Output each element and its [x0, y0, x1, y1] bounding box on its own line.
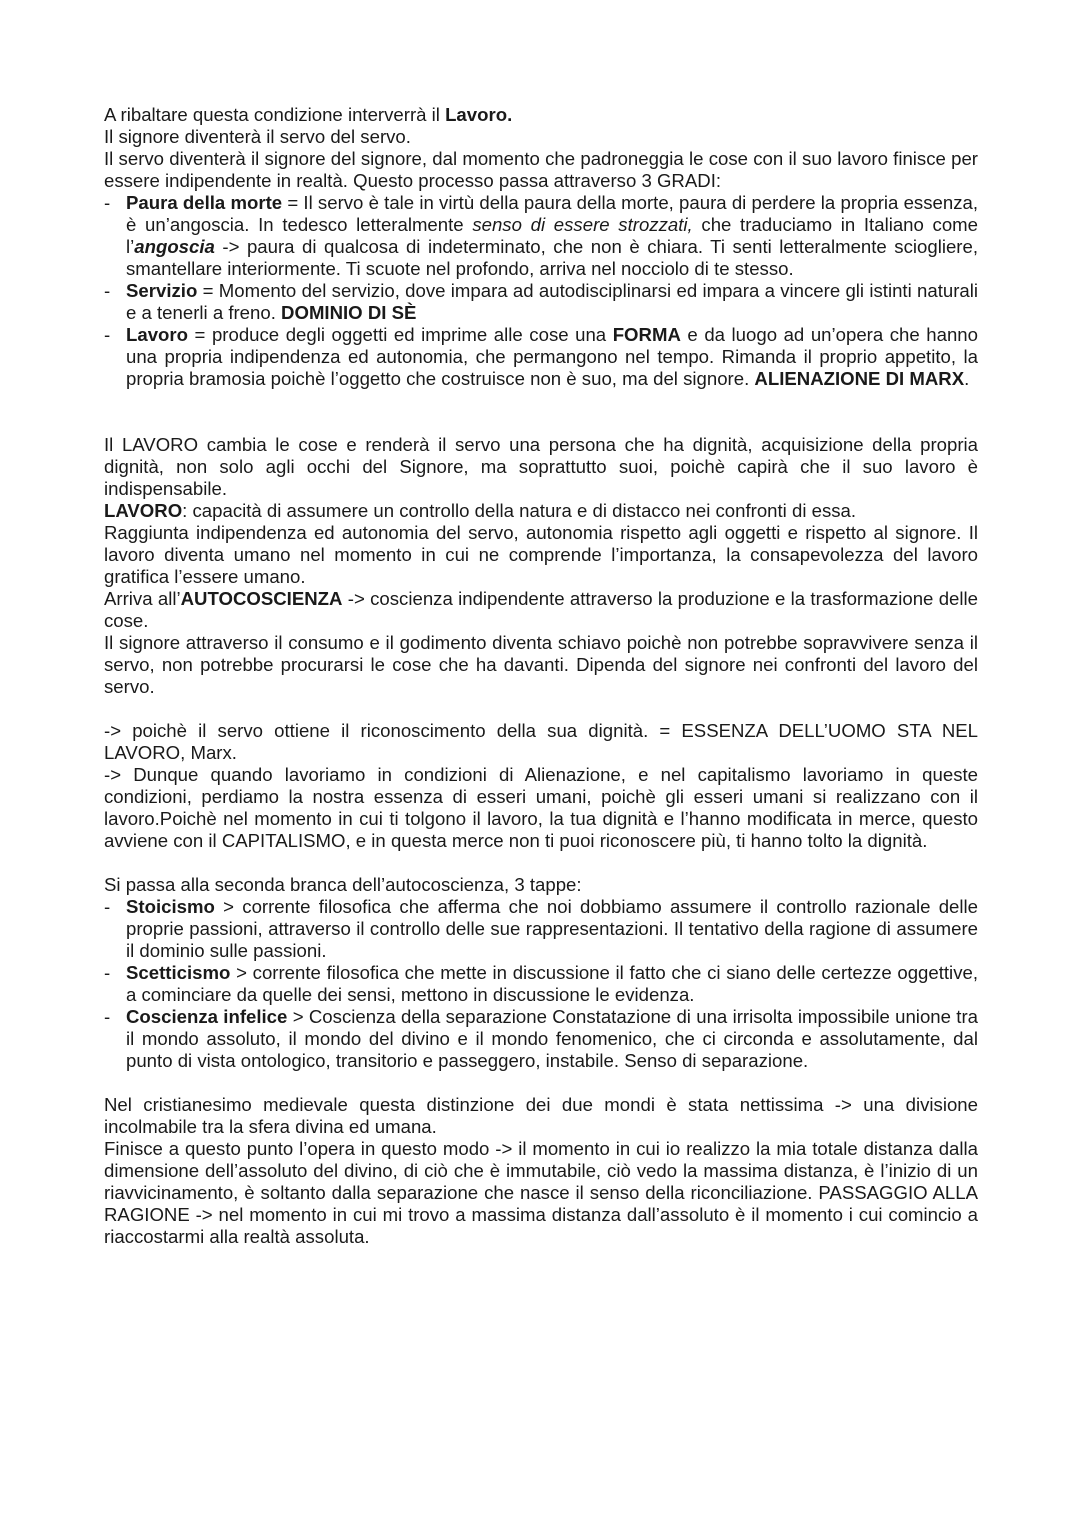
section-marx [104, 720, 978, 852]
paragraph [104, 500, 978, 522]
text: . [964, 368, 970, 389]
list-item [104, 192, 978, 280]
spacer [104, 852, 978, 874]
bold-italic-term: angoscia [134, 236, 215, 257]
text: = Il servo è tale in virtù della paura della morte, paura di perdere la propria essenza, è un’angoscia. In tedesco letteralmente [126, 192, 978, 235]
bold-term: Lavoro. [445, 104, 513, 125]
text: > corrente filosofica che afferma che noi dobbiamo assumere il controllo razionale delle proprie passioni, attraverso il controllo delle sue rappresentazioni. Il tentativo della ragione di assumere il dominio sulle passioni. [126, 896, 978, 961]
bold-term: Coscienza infelice [126, 1006, 288, 1027]
bold-term: LAVORO [104, 500, 183, 521]
list-item [104, 896, 978, 962]
paragraph [104, 104, 978, 126]
paragraph: Si passa alla seconda branca dell’autocoscienza, 3 tappe: [104, 874, 582, 895]
text: = Momento del servizio, dove impara ad autodisciplinarsi ed impara a vincere gli istinti naturali e a tenerli a freno. [126, 280, 978, 323]
text: > corrente filosofica che mette in discussione il fatto che ci siano delle certezze oggettive, a cominciare da quelle dei sensi, mettono in discussione le evidenza. [126, 962, 978, 1005]
list-item [104, 280, 978, 324]
paragraph: Finisce a questo punto l’opera in questo modo -> il momento in cui io realizzo la mia totale distanza dalla dimensione dell’assoluto del divino, di ciò che è immutabile, ciò vedo la massima distanza, è l’inizio di un riavvicinamento, è soltanto dalla separazione che nasce il senso della riconciliazione. PASSAGGIO ALLA RAGIONE -> nel momento in cui mi trovo a massima distanza dall’assoluto è il momento i cui comincio a riaccostarmi alla realtà assoluta. [104, 1138, 978, 1247]
text: -> paura di qualcosa di indeterminato, che non è chiara. Ti senti letteralmente sciogliere, smantellare interiormente. Ti scuote nel profondo, arriva nel nocciolo di te stesso. [126, 236, 978, 279]
list-item [104, 324, 978, 390]
section-lavoro-dignita [104, 434, 978, 698]
paragraph: Il servo diventerà il signore del signore, dal momento che padroneggia le cose con il suo lavoro finisce per essere indipendente in realtà. Questo processo passa attraverso 3 GRADI: [104, 148, 978, 191]
italic-text: senso di essere strozzati, [472, 214, 693, 235]
text: che traduciamo in Italiano come l’ [126, 214, 979, 257]
bold-term: Servizio [126, 280, 198, 301]
bold-term: Scetticismo [126, 962, 231, 983]
text: -> coscienza indipendente attraverso la produzione e la trasformazione delle cose. [104, 588, 978, 631]
text: e da luogo ad un’opera che hanno una propria indipendenza ed autonomia, che permangono nel tempo. Rimanda il proprio appetito, la propria bramosia poichè l’oggetto che costruisce non è suo, ma del signore. [126, 324, 978, 389]
paragraph: -> Dunque quando lavoriamo in condizioni di Alienazione, e nel capitalismo lavoriamo in queste condizioni, perdiamo la nostra essenza di esseri umani, poichè gli esseri umani si realizzano con il lavoro.Poichè nel momento in cui ti tolgono il lavoro, la tua dignità e l’hanno modificata in merce, questo avviene con il CAPITALISMO, e in questa merce non ti puoi riconoscere più, ti hanno tolto la dignità. [104, 764, 978, 851]
text: A ribaltare questa condizione interverrà il [104, 104, 446, 125]
bold-term: Stoicismo [126, 896, 215, 917]
paragraph: -> poichè il servo ottiene il riconoscimento della sua dignità. = ESSENZA DELL’UOMO STA NEL LAVORO, Marx. [104, 720, 978, 763]
paragraph: Il LAVORO cambia le cose e renderà il servo una persona che ha dignità, acquisizione della propria dignità, non solo agli occhi del Signore, ma soprattutto suoi, poichè capirà che il suo lavoro è indispensabile. [104, 434, 978, 499]
tappe-list [104, 896, 978, 1072]
text: : capacità di assumere un controllo della natura e di distacco nei confronti di essa. [182, 500, 857, 521]
text: Arriva all’ [104, 588, 181, 609]
paragraph [104, 588, 978, 632]
section-lavoro-intro [104, 104, 978, 390]
bold-term: Paura della morte [126, 192, 283, 213]
section-autocoscienza [104, 874, 978, 1072]
text: > Coscienza della separazione Constatazione di una irrisolta impossibile unione tra il mondo assoluto, il mondo del divino e il mondo fenomenico, che ci circonda e assolutamente, dal punto di vista ontologico, transitorio e passeggero, instabile. Senso di separazione. [126, 1006, 978, 1071]
bold-term: DOMINIO DI SÈ [281, 302, 417, 323]
paragraph: Raggiunta indipendenza ed autonomia del servo, autonomia rispetto agli oggetti e rispetto al signore. Il lavoro diventa umano nel momento in cui ne comprende l’importanza, la consapevolezza del lavoro gratifica l’essere umano. [104, 522, 978, 587]
section-cristianesimo [104, 1094, 978, 1248]
paragraph: Il signore diventerà il servo del servo. [104, 126, 411, 147]
spacer [104, 698, 978, 720]
list-item [104, 962, 978, 1006]
bold-term: ALIENAZIONE DI MARX [754, 368, 965, 389]
bold-term: FORMA [612, 324, 681, 345]
bold-term: Lavoro [126, 324, 188, 345]
gradi-list [104, 192, 978, 390]
text: = produce degli oggetti ed imprime alle cose una [188, 324, 613, 345]
bold-term: AUTOCOSCIENZA [180, 588, 343, 609]
list-item [104, 1006, 978, 1072]
paragraph: Il signore attraverso il consumo e il godimento diventa schiavo poichè non potrebbe sopravvivere senza il servo, non potrebbe procurarsi le cose che ha davanti. Dipenda del signore nei confronti del lavoro del servo. [104, 632, 978, 697]
spacer [104, 390, 978, 434]
paragraph: Nel cristianesimo medievale questa distinzione dei due mondi è stata nettissima -> una divisione incolmabile tra la sfera divina ed umana. [104, 1094, 978, 1137]
spacer [104, 1072, 978, 1094]
